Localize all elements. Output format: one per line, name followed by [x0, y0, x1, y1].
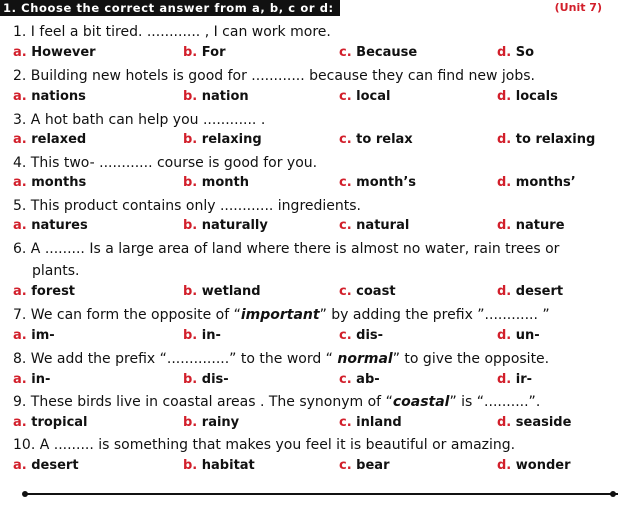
option-1a[interactable]: a. However [13, 45, 96, 60]
option-2d[interactable]: d. locals [497, 89, 558, 104]
option-3d[interactable]: d. to relaxing [497, 132, 596, 147]
option-8d[interactable]: d. ir- [497, 372, 533, 387]
question-4: 4. This two- ............ course is good for you. [13, 155, 318, 171]
options-8 [13, 370, 613, 390]
worksheet-header [0, 0, 620, 18]
option-7d[interactable]: d. un- [497, 328, 540, 343]
option-10d[interactable]: d. wonder [497, 458, 571, 473]
unit-label: (Unit 7) [554, 1, 602, 14]
option-10a[interactable]: a. desert [13, 458, 79, 473]
option-6c[interactable]: c. coast [339, 284, 396, 299]
option-1c[interactable]: c. Because [339, 45, 418, 60]
option-5d[interactable]: d. nature [497, 218, 565, 233]
option-7b[interactable]: b. in- [183, 328, 221, 343]
options-1 [13, 43, 613, 63]
option-4b[interactable]: b. month [183, 175, 249, 190]
options-10 [13, 456, 613, 476]
options-4 [13, 173, 613, 193]
keyword-coastal: coastal [392, 394, 450, 410]
option-3a[interactable]: a. relaxed [13, 132, 87, 147]
option-3b[interactable]: b. relaxing [183, 132, 262, 147]
question-8: 8. We add the prefix “..............” to the word “ normal” to give the opposite. [13, 351, 550, 367]
options-3 [13, 130, 613, 150]
option-5a[interactable]: a. natures [13, 218, 88, 233]
option-5c[interactable]: c. natural [339, 218, 410, 233]
option-2a[interactable]: a. nations [13, 89, 86, 104]
options-7 [13, 326, 613, 346]
question-5: 5. This product contains only ............ ingredients. [13, 198, 361, 214]
question-3: 3. A hot bath can help you ............ . [13, 112, 266, 128]
option-6b[interactable]: b. wetland [183, 284, 261, 299]
keyword-normal: normal [337, 351, 393, 367]
question-10: 10. A ......... is something that makes you feel it is beautiful or amazing. [13, 437, 516, 453]
option-9b[interactable]: b. rainy [183, 415, 240, 430]
option-2c[interactable]: c. local [339, 89, 391, 104]
option-10b[interactable]: b. habitat [183, 458, 255, 473]
option-6d[interactable]: d. desert [497, 284, 564, 299]
options-5 [13, 216, 613, 236]
option-7a[interactable]: a. im- [13, 328, 55, 343]
bottom-divider [24, 493, 618, 495]
option-9c[interactable]: c. inland [339, 415, 402, 430]
option-2b[interactable]: b. nation [183, 89, 249, 104]
option-3c[interactable]: c. to relax [339, 132, 413, 147]
option-9a[interactable]: a. tropical [13, 415, 88, 430]
question-2: 2. Building new hotels is good for ............ because they can find new jobs. [13, 68, 535, 84]
option-1d[interactable]: d. So [497, 45, 535, 60]
option-8c[interactable]: c. ab- [339, 372, 380, 387]
option-6a[interactable]: a. forest [13, 284, 76, 299]
question-9: 9. These birds live in coastal areas . The synonym of “coastal” is “..........”. [13, 394, 541, 410]
question-7: 7. We can form the opposite of “important” by adding the prefix ”............ ” [13, 307, 550, 323]
option-8a[interactable]: a. in- [13, 372, 51, 387]
option-8b[interactable]: b. dis- [183, 372, 229, 387]
option-9d[interactable]: d. seaside [497, 415, 572, 430]
section-title: 1. Choose the correct answer from a, b, c or d: [0, 0, 340, 16]
option-4a[interactable]: a. months [13, 175, 87, 190]
question-6-continued: plants. [32, 263, 80, 279]
divider-right-dot [610, 491, 616, 497]
option-5b[interactable]: b. naturally [183, 218, 268, 233]
question-1: 1. I feel a bit tired. ............ , I can work more. [13, 24, 331, 40]
option-4c[interactable]: c. month’s [339, 175, 417, 190]
divider-left-dot [22, 491, 28, 497]
option-4d[interactable]: d. months’ [497, 175, 576, 190]
option-7c[interactable]: c. dis- [339, 328, 384, 343]
option-1b[interactable]: b. For [183, 45, 226, 60]
option-10c[interactable]: c. bear [339, 458, 390, 473]
options-6 [13, 282, 613, 302]
options-9 [13, 413, 613, 433]
keyword-important: important [240, 307, 320, 323]
options-2 [13, 87, 613, 107]
question-6: 6. A ......... Is a large area of land where there is almost no water, rain trees or [13, 241, 560, 257]
